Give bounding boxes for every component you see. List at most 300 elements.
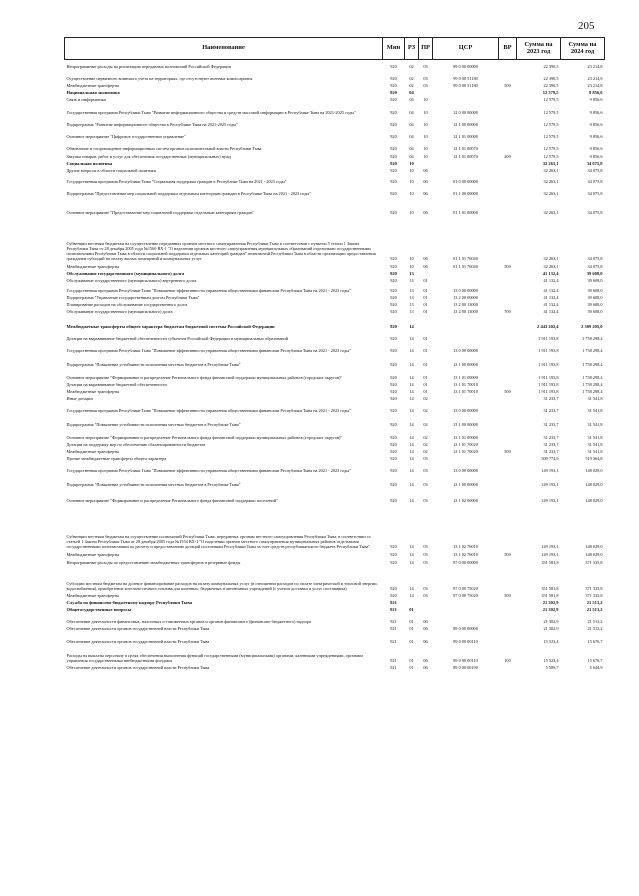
cell-rz: 04 [409,96,414,102]
cell-min: 920 [390,551,397,557]
cell-sum-2023: 41 132,4 [543,294,559,300]
cell-min: 920 [390,63,397,69]
cell-sum-2023: 12 579,5 [543,96,559,102]
cell-name: Обслуживание государственного (муниципального) долга [66,271,185,277]
cell-rz: 02 [409,63,414,69]
cell-csr [433,160,499,167]
cell-csr: 13 1 01 70010 [453,388,478,394]
cell-name: Связь и информатика [66,96,106,102]
cell-csr [433,613,499,625]
cell-sum-2024: 34 075,8 [587,255,603,261]
cell-sum-2023: 32 263,1 [543,263,559,269]
cell-sum-2024: 148 029,0 [585,467,603,473]
cell-sum-2024: 39 608,0 [586,271,603,277]
cell-sum-2024: 1 758 298,4 [582,335,603,341]
cell-csr: 01 0 00 00000 [453,178,478,184]
cell-name: Субвенции местным бюджетам на осуществление переданных органам местного самоуправления Республики Тыва в соответствии с пунктом 5 статьи 1 Закона Республики Тыва от 28 декабря 2005 года №1560 ВХ-1 "О наделении органов местного самоуправления муниципальных образований отдельными государственными полномочиями Республики Тыва в области социальной поддержки отдельных категорий граждан" полномочий Республики Тыва в области организации предоставления гражданам субсидий на оплату жилых помещений и коммунальных услуг [66,241,376,261]
cell-pr: 06 [423,167,428,173]
cell-sum-2023: 41 132,4 [542,271,559,277]
cell-csr: 12 1 01 00070 [453,153,478,159]
cell-rz: 10 [409,167,414,173]
cell-sum-2024: 21 513,2 [587,625,603,631]
table-row [65,315,605,330]
cell-csr [433,270,499,277]
cell-name: Подпрограмма "Предоставление мер социальной поддержки отдельным категориям граждан в Республике Тыва на 2021 - 2023 годы" [66,190,311,196]
table-row [65,60,605,70]
cell-min: 920 [390,559,397,565]
cell-rz: 01 [409,618,414,624]
cell-sum-2024: 34 075,8 [587,190,603,196]
cell-rz: 14 [409,434,414,440]
cell-sum-2024: 23 214,8 [587,82,603,88]
cell-sum-2024: 148 029,0 [585,543,603,549]
cell-name: Межбюджетные трансферты [66,448,120,454]
cell-pr [419,270,433,277]
cell-rz: 14 [409,361,414,367]
cell-vr [499,558,517,566]
table-row [65,550,605,558]
cell-min: 920 [390,255,397,261]
cell-name: Обеспечение деятельности органов государственной власти Республики Тыва [66,638,210,644]
table-row [65,368,605,381]
cell-name: Подпрограмма "Повышение устойчивости исполнения местных бюджетов в Республике Тыва" [66,421,241,427]
cell-sum-2024: 39 608,0 [587,308,603,314]
cell-pr: 03 [423,75,428,81]
cell-name: Обеспечение деятельности финансовых, налоговых и таможенных органов и органов финансового (финансово-бюджетного) надзора [66,618,311,624]
cell-sum-2023: 15 523,4 [543,638,559,644]
cell-name: Обеспечение деятельности органов государственной власти Республики Тыва [66,664,210,670]
cell-sum-2024: 21 513,2 [586,607,603,613]
table-row [65,197,605,216]
cell-csr: 13 1 01 70020 [453,441,478,447]
cell-rz: 14 [409,543,414,549]
cell-pr: 10 [423,109,428,115]
cell-sum-2023: 149 193,1 [541,543,559,549]
cell-sum-2024: 31 541,8 [587,434,603,440]
cell-pr: 03 [423,543,428,549]
cell-sum-2023: 32 263,1 [543,190,559,196]
cell-csr: 99 0 00 00000 [453,63,478,69]
cell-rz: 01 [409,607,414,613]
cell-min: 920 [390,301,397,307]
cell-name: Закупка товаров, работ и услуг для обеспечения государственных (муниципальных) нужд [66,153,232,159]
cell-pr: 01 [423,294,428,300]
table-row [65,116,605,128]
cell-pr: 01 [423,287,428,293]
cell-vr [499,474,517,488]
cell-rz: 13 [409,287,414,293]
cell-rz: 14 [409,421,414,427]
cell-sum-2023: 351 581,8 [541,559,559,565]
table-row [65,262,605,270]
table-row [65,185,605,197]
cell-sum-2024: 1 758 298,4 [582,388,603,394]
cell-min: 920 [390,543,397,549]
cell-vr [499,428,517,441]
cell-vr [499,368,517,381]
cell-min: 921 [390,657,397,663]
cell-csr [433,606,499,613]
cell-pr: 06 [423,209,428,215]
cell-rz: 01 [409,638,414,644]
cell-min: 920 [390,145,397,151]
cell-min: 920 [390,585,397,591]
cell-rz: 04 [409,153,414,159]
cell-vr [499,566,517,592]
cell-min: 920 [390,90,397,96]
cell-rz: 14 [409,448,414,454]
cell-csr: 13 1 02 00000 [453,497,478,503]
table-row [65,330,605,342]
cell-min: 920 [390,441,397,447]
cell-sum-2024: 21 513,2 [587,618,603,624]
cell-csr [433,315,499,330]
cell-csr: 97 0 00 00000 [453,559,478,565]
cell-pr: 06 [423,263,428,269]
cell-vr [499,270,517,277]
cell-name: Межбюджетные трансферты [66,551,120,557]
cell-pr: 01 [423,335,428,341]
cell-min: 920 [390,347,397,353]
header-name: Наименование [65,38,383,60]
cell-min: 920 [390,361,397,367]
cell-rz: 13 [409,294,414,300]
cell-min: 920 [390,381,397,387]
cell-vr: 200 [504,153,511,159]
cell-vr [499,197,517,216]
cell-name: Подпрограмма "Развитие информационного общества в Республике Тыва на 2021-2025 годы" [66,121,238,127]
cell-min: 920 [390,324,397,330]
cell-csr: 13 1 00 00000 [453,481,478,487]
cell-sum-2023: 15 523,4 [543,657,559,663]
table-row [65,174,605,185]
cell-sum-2024: 1 758 298,4 [582,347,603,353]
cell-vr [499,330,517,342]
cell-pr: 03 [423,82,428,88]
cell-name: Расходы на выплаты персоналу в целях обеспечения выполнения функций государственными (муниципальными) органами, казенными учреждениями, органами управления государственными внебюджетными фондами [66,652,363,663]
cell-sum-2023: 149 193,1 [541,467,559,473]
cell-min: 920 [390,421,397,427]
cell-sum-2024: 9 856,6 [589,109,603,115]
cell-vr: 500 [504,551,511,557]
table-row [65,284,605,294]
cell-pr: 01 [423,381,428,387]
cell-vr [499,294,517,301]
header-sum-2024: Сумма на 2024 год [561,38,605,60]
cell-csr: 12 1 00 00000 [453,121,478,127]
cell-vr [499,60,517,70]
cell-csr: 89 0 00 00190 [453,664,478,670]
cell-min: 921 [390,638,397,644]
cell-sum-2023: 32 263,1 [543,167,559,173]
cell-sum-2024: 39 608,0 [587,301,603,307]
cell-rz: 04 [409,90,414,96]
cell-pr: 06 [423,664,428,670]
cell-sum-2023: 500 774,9 [541,455,559,461]
cell-sum-2023: 41 132,4 [543,301,559,307]
cell-sum-2024: 39 608,0 [587,294,603,300]
cell-min: 920 [390,434,397,440]
cell-csr: 97 0 00 75020 [453,592,478,598]
cell-min: 920 [390,395,397,401]
cell-pr: 02 [423,448,428,454]
cell-csr: 13 2 00 13000 [453,308,478,314]
cell-sum-2023: 22 390,5 [543,75,559,81]
cell-name: Иные дотации [66,395,93,401]
table-row [65,82,605,89]
cell-vr [499,625,517,632]
cell-vr [499,632,517,645]
cell-vr [499,128,517,140]
cell-sum-2023: 32 263,1 [542,161,559,167]
cell-pr: 06 [423,618,428,624]
cell-sum-2024: 148 029,0 [585,497,603,503]
cell-pr [419,89,433,96]
cell-csr: 13 1 01 70020 [453,448,478,454]
cell-pr: 06 [423,178,428,184]
cell-pr [419,606,433,613]
cell-csr: 01 1 01 76040 [453,255,478,261]
cell-sum-2023: 1 911 193,8 [538,361,559,367]
cell-csr: 01 1 01 76040 [453,263,478,269]
cell-sum-2024: 1 758 298,4 [582,381,603,387]
table-row [65,645,605,664]
cell-csr: 13 1 01 70010 [453,381,478,387]
cell-name: Дотации на поддержку мер по обеспечению сбалансированности бюджетов [66,441,206,447]
cell-sum-2023: 31 233,7 [543,395,559,401]
cell-sum-2023: 1 911 193,8 [538,381,559,387]
cell-sum-2023: 1 911 193,8 [538,374,559,380]
cell-name: Государственная программа Республики Тыва "Развитие информационного общества и средств массовой информации в Республике Тыва на 2021-2025 годы" [66,109,356,115]
cell-sum-2023: 1 911 193,8 [538,335,559,341]
cell-name: Основное мероприятие "Цифровое государственное управление" [66,133,186,139]
table-row [65,592,605,599]
cell-csr: 01 1 01 00000 [453,209,478,215]
cell-name: Другие вопросы в области социальной политики [66,167,156,173]
cell-vr [499,414,517,428]
table-row [65,428,605,441]
cell-pr: 06 [423,657,428,663]
table-row [65,381,605,388]
cell-csr: 13 2 00 13000 [453,301,478,307]
cell-sum-2024: 1 758 298,4 [582,374,603,380]
cell-sum-2024: 31 541,8 [587,407,603,413]
cell-vr [499,103,517,116]
cell-name: Основное мероприятие "Формирование и распределение Регионального фонда финансовой поддержки поселений" [66,497,278,503]
table-row [65,128,605,140]
cell-rz: 14 [409,497,414,503]
cell-name: Подпрограмма "Повышение устойчивости исполнения местных бюджетов в Республике Тыва" [66,481,241,487]
cell-csr: 13 1 00 00000 [453,361,478,367]
cell-sum-2024: 15 676,7 [587,657,603,663]
cell-sum-2023: 149 193,1 [541,551,559,557]
cell-rz: 02 [409,75,414,81]
cell-csr: 89 0 00 00000 [453,625,478,631]
cell-csr: 89 0 00 00110 [453,638,478,644]
cell-sum-2024: 31 541,8 [587,441,603,447]
table-row [65,455,605,462]
cell-min: 920 [390,277,397,283]
cell-rz: 14 [409,324,414,330]
cell-name: Основное мероприятие "Предоставление мер социальной поддержки отдельным категориям граждан" [66,209,255,215]
cell-pr: 02 [423,421,428,427]
cell-sum-2024: 371 335,8 [585,592,603,598]
cell-rz: 10 [409,209,414,215]
cell-sum-2023: 12 579,5 [543,109,559,115]
cell-pr: 03 [423,481,428,487]
cell-name: Подпрограмма "Управление государственным долгом Республики Тыва" [66,294,200,300]
cell-vr [499,455,517,462]
cell-sum-2024: 519 364,8 [585,455,603,461]
cell-sum-2024: 31 541,8 [587,395,603,401]
cell-pr: 06 [423,255,428,261]
cell-rz: 13 [409,308,414,314]
table-row [65,625,605,632]
cell-name: Обслуживание государственного (муниципального) долга [66,308,173,314]
cell-min: 921 [390,618,397,624]
cell-sum-2024: 21 513,2 [586,600,603,606]
header-vr: ВР [499,38,517,60]
cell-csr: 13 1 02 76010 [453,551,478,557]
cell-sum-2023: 22 390,5 [543,82,559,88]
cell-pr: 10 [423,96,428,102]
cell-vr [499,381,517,388]
cell-sum-2023: 12 579,5 [543,145,559,151]
table-row [65,504,605,550]
cell-vr [499,301,517,308]
cell-min: 920 [390,190,397,196]
table-row [65,632,605,645]
cell-pr: 03 [423,592,428,598]
cell-min: 920 [390,481,397,487]
table-row [65,613,605,625]
cell-sum-2024: 2 309 205,0 [581,324,603,330]
cell-csr [433,395,499,402]
cell-name: Национальная экономика [66,90,120,96]
table-row [65,342,605,354]
cell-sum-2023: 41 132,4 [543,287,559,293]
cell-vr: 100 [504,657,511,663]
cell-pr: 01 [423,374,428,380]
cell-name: Непрограммные расходы по предоставлению межбюджетных трансфертов и резервные фонды [66,559,241,565]
cell-vr [499,185,517,197]
table-row [65,160,605,167]
cell-pr: 02 [423,441,428,447]
cell-sum-2024: 39 608,0 [587,287,603,293]
cell-vr [499,664,517,671]
cell-csr: 13 1 01 00000 [453,434,478,440]
cell-vr: 700 [504,308,511,314]
cell-vr: 500 [504,82,511,88]
table-row [65,103,605,116]
cell-rz: 01 [409,664,414,670]
cell-vr [499,342,517,354]
cell-name: Осуществление первичного воинского учета на территориях, где отсутствуют военные комиссариаты [66,75,253,81]
cell-rz: 14 [409,381,414,387]
budget-table [64,37,605,671]
cell-rz: 10 [409,178,414,184]
cell-min: 920 [390,82,397,88]
cell-name: Межбюджетные трансферты [66,82,120,88]
cell-sum-2024: 371 335,8 [585,585,603,591]
cell-rz: 14 [409,395,414,401]
cell-name: Дотации на выравнивание бюджетной обеспеченности субъектов Российской Федерации и муниципальных образований [66,335,288,341]
cell-min: 920 [390,592,397,598]
cell-pr: 10 [423,145,428,151]
table-row [65,216,605,262]
cell-pr [419,599,433,606]
table-row [65,277,605,284]
header-pr: ПР [419,38,433,60]
cell-name: Непрограммные расходы на реализацию переданных полномочий Российской Федерации [66,63,231,69]
cell-rz: 14 [409,347,414,353]
cell-vr [499,277,517,284]
cell-sum-2023: 12 579,5 [542,90,559,96]
cell-csr: 99 0 00 51180 [453,75,478,81]
cell-csr: 97 0 00 75020 [453,585,478,591]
cell-sum-2023: 32 263,1 [543,178,559,184]
cell-sum-2023: 351 581,8 [541,585,559,591]
cell-sum-2024: 9 856,6 [589,133,603,139]
cell-name: Основное мероприятие "Формирование и распределение Регионального фонда финансовой поддержки муниципальных районов (городских округов)" [66,374,343,380]
cell-pr: 03 [423,497,428,503]
cell-sum-2023: 31 233,7 [543,434,559,440]
cell-name: Государственная программа Республики Тыва "Повышение эффективности управления общественными финансами Республики Тыва на 2021 - 2023 годы" [66,407,351,413]
cell-pr: 06 [423,190,428,196]
cell-rz: 14 [409,467,414,473]
cell-min: 920 [390,96,397,102]
cell-pr: 01 [423,347,428,353]
cell-sum-2024: 148 029,0 [585,551,603,557]
cell-rz [405,599,419,606]
cell-vr [499,116,517,128]
cell-min: 920 [390,178,397,184]
cell-rz: 04 [409,145,414,151]
cell-min: 920 [390,75,397,81]
cell-min: 920 [390,271,397,277]
table-row [65,664,605,671]
cell-min: 920 [390,209,397,215]
cell-sum-2023: 149 193,1 [541,481,559,487]
cell-rz: 13 [409,301,414,307]
cell-rz: 02 [409,82,414,88]
cell-pr: 01 [423,277,428,283]
cell-sum-2023: 2 443 202,4 [537,324,559,330]
cell-min: 920 [390,308,397,314]
cell-rz: 04 [409,121,414,127]
cell-sum-2024: 34 075,8 [587,263,603,269]
cell-sum-2023: 41 132,4 [543,308,559,314]
cell-sum-2023: 41 132,4 [543,277,559,283]
cell-csr: 12 0 00 00000 [453,109,478,115]
cell-vr [499,402,517,414]
cell-vr: 500 [504,592,511,598]
cell-sum-2023: 31 233,7 [543,407,559,413]
cell-vr [499,174,517,185]
page-number: 205 [578,20,595,32]
cell-name: Обновление и сопровождение информационных систем органов исполнительной власти Республики Тыва [66,145,262,151]
cell-sum-2023: 22 390,5 [543,63,559,69]
cell-sum-2024: 148 029,0 [585,481,603,487]
table-row [65,70,605,82]
cell-rz: 01 [409,625,414,631]
cell-name: Социальная политика [66,161,113,167]
table-row [65,606,605,613]
cell-name: Межбюджетные трансферты [66,388,120,394]
cell-name: Межбюджетные трансферты [66,592,120,598]
cell-csr [433,96,499,103]
cell-csr: 13 1 01 00000 [453,374,478,380]
